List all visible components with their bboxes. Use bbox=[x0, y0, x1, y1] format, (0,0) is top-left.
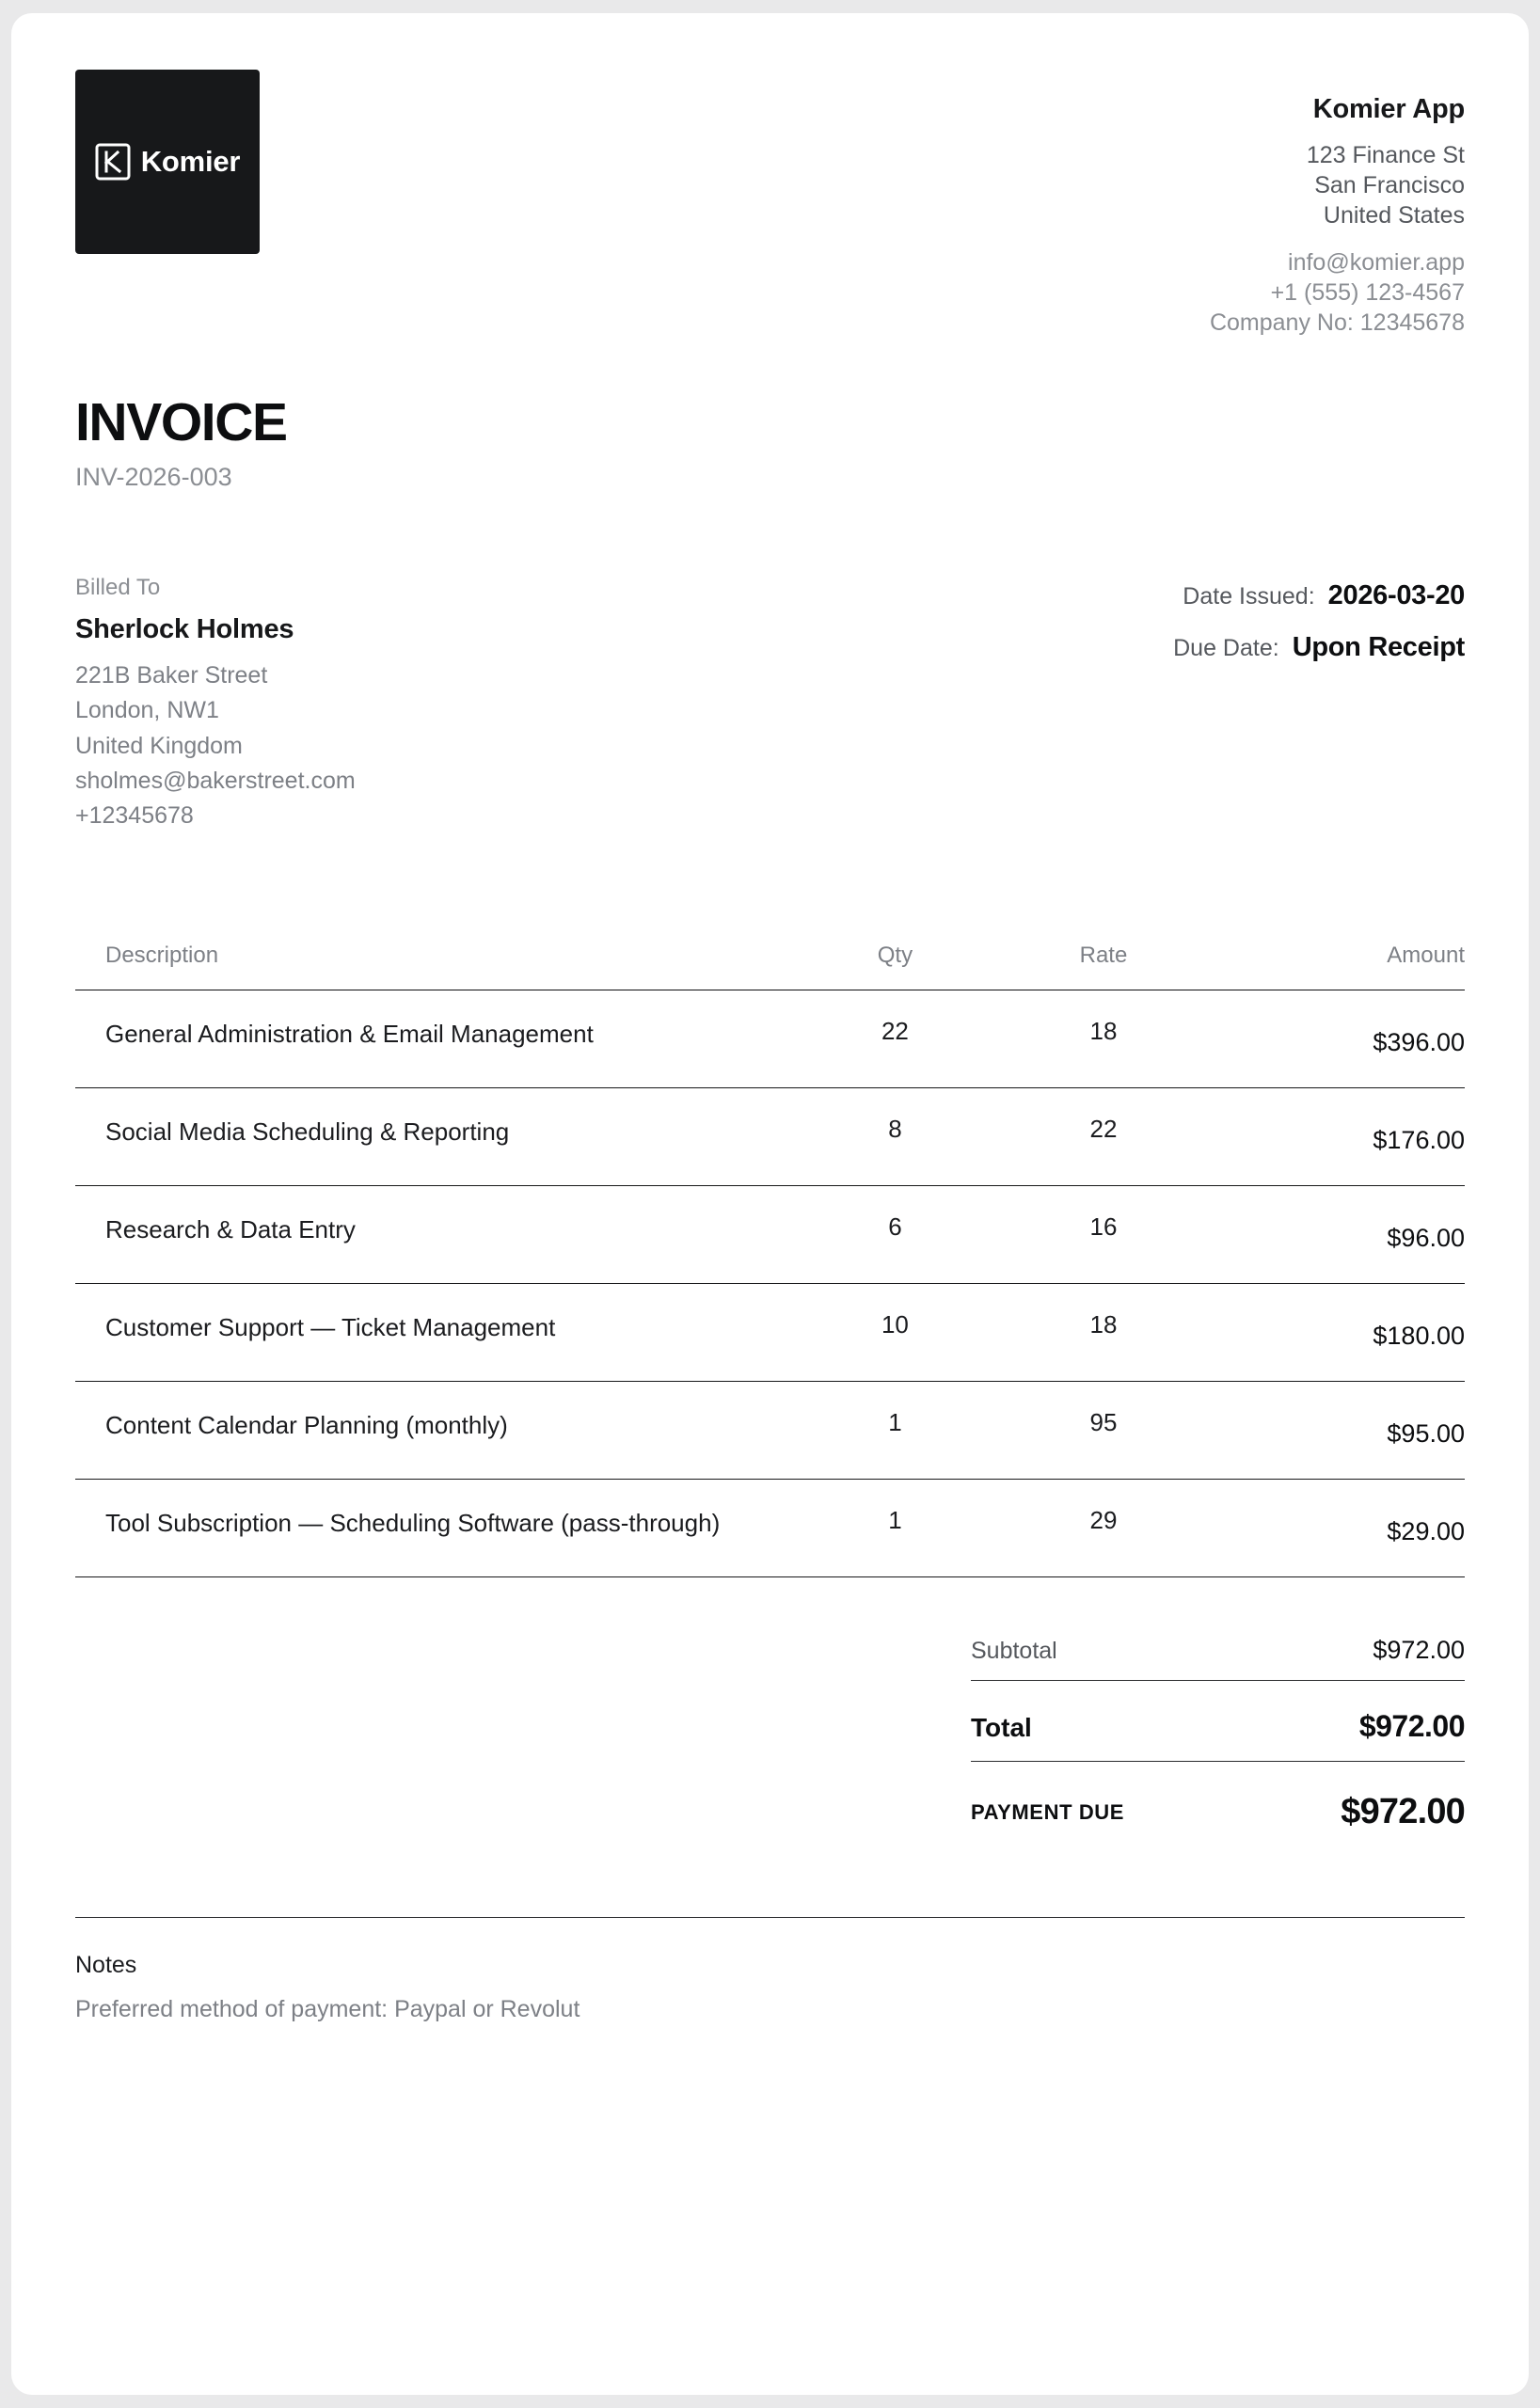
line-item-amount: $95.00 bbox=[1215, 1382, 1465, 1480]
line-item-rate: 22 bbox=[992, 1088, 1215, 1186]
column-header-rate: Rate bbox=[992, 943, 1215, 990]
table-row bbox=[75, 1186, 1465, 1284]
line-item-qty: 10 bbox=[798, 1284, 992, 1382]
client-address-line-3: United Kingdom bbox=[75, 732, 243, 759]
k-monogram-icon bbox=[95, 143, 131, 181]
payment-due-row bbox=[971, 1792, 1465, 1846]
line-item-rate: 95 bbox=[992, 1382, 1215, 1480]
payment-due-label: PAYMENT DUE bbox=[971, 1799, 1125, 1824]
invoice-header bbox=[75, 70, 1465, 338]
line-item-qty: 6 bbox=[798, 1186, 992, 1284]
company-registration-number: Company No: 12345678 bbox=[1209, 309, 1465, 336]
client-name: Sherlock Holmes bbox=[75, 614, 294, 644]
line-item-amount: $180.00 bbox=[1215, 1284, 1465, 1382]
subtotal-value: $972.00 bbox=[1373, 1636, 1465, 1665]
line-item-qty: 1 bbox=[798, 1382, 992, 1480]
table-row bbox=[75, 1284, 1465, 1382]
line-item-amount: $396.00 bbox=[1215, 990, 1465, 1088]
parties-section bbox=[75, 575, 1465, 833]
due-date-row bbox=[1173, 632, 1465, 663]
table-row bbox=[75, 1088, 1465, 1186]
line-item-qty: 1 bbox=[798, 1480, 992, 1577]
notes-title: Notes bbox=[75, 1952, 137, 1979]
line-item-description: Social Media Scheduling & Reporting bbox=[75, 1088, 798, 1186]
column-header-amount: Amount bbox=[1215, 943, 1465, 990]
line-item-rate: 16 bbox=[992, 1186, 1215, 1284]
billed-to-label: Billed To bbox=[75, 575, 161, 600]
client-phone: +12345678 bbox=[75, 802, 194, 829]
subtotal-row bbox=[971, 1636, 1465, 1681]
column-header-description: Description bbox=[75, 943, 798, 990]
date-issued-row bbox=[1173, 580, 1465, 611]
line-item-amount: $96.00 bbox=[1215, 1186, 1465, 1284]
line-item-description: Research & Data Entry bbox=[75, 1186, 798, 1284]
line-item-amount: $29.00 bbox=[1215, 1480, 1465, 1577]
line-item-description: Content Calendar Planning (monthly) bbox=[75, 1382, 798, 1480]
company-email: info@komier.app bbox=[1288, 249, 1465, 276]
document-title-block bbox=[75, 392, 1465, 492]
line-item-rate: 18 bbox=[992, 1284, 1215, 1382]
line-item-qty: 8 bbox=[798, 1088, 992, 1186]
date-issued-label: Date Issued: bbox=[1183, 583, 1315, 610]
line-items-section bbox=[75, 943, 1465, 1577]
dates-block bbox=[1173, 575, 1465, 833]
line-item-qty: 22 bbox=[798, 990, 992, 1088]
line-item-rate: 18 bbox=[992, 990, 1215, 1088]
company-address-line-2: San Francisco bbox=[1314, 172, 1465, 198]
client-email: sholmes@bakerstreet.com bbox=[75, 767, 356, 794]
line-item-amount: $176.00 bbox=[1215, 1088, 1465, 1186]
table-row bbox=[75, 990, 1465, 1088]
table-header-row bbox=[75, 943, 1465, 990]
column-header-qty: Qty bbox=[798, 943, 992, 990]
company-name: Komier App bbox=[1312, 94, 1465, 124]
table-row bbox=[75, 1382, 1465, 1480]
company-address-line-1: 123 Finance St bbox=[1306, 142, 1465, 168]
line-item-description: Customer Support — Ticket Management bbox=[75, 1284, 798, 1382]
table-row bbox=[75, 1480, 1465, 1577]
subtotal-label: Subtotal bbox=[971, 1638, 1057, 1665]
due-date-label: Due Date: bbox=[1173, 635, 1279, 661]
company-phone: +1 (555) 123-4567 bbox=[1270, 279, 1465, 306]
total-value: $972.00 bbox=[1358, 1709, 1465, 1744]
line-item-rate: 29 bbox=[992, 1480, 1215, 1577]
page-title: INVOICE bbox=[75, 392, 287, 452]
billed-to-block bbox=[75, 575, 356, 833]
notes-text: Preferred method of payment: Paypal or Revolut bbox=[75, 1996, 580, 2023]
date-issued-value: 2026-03-20 bbox=[1327, 580, 1465, 610]
line-items-table bbox=[75, 943, 1465, 1577]
section-divider bbox=[75, 1917, 1465, 1918]
line-item-description: General Administration & Email Management bbox=[75, 990, 798, 1088]
client-address-line-2: London, NW1 bbox=[75, 697, 219, 724]
total-row bbox=[971, 1709, 1465, 1762]
brand-logo bbox=[75, 70, 260, 254]
total-label: Total bbox=[971, 1713, 1032, 1743]
invoice-page bbox=[11, 13, 1529, 2395]
due-date-value: Upon Receipt bbox=[1292, 632, 1465, 662]
client-address-line-1: 221B Baker Street bbox=[75, 662, 268, 689]
line-item-description: Tool Subscription — Scheduling Software (pass-through) bbox=[75, 1480, 798, 1577]
invoice-number: INV-2026-003 bbox=[75, 463, 232, 491]
company-address-line-3: United States bbox=[1323, 202, 1465, 229]
brand-wordmark: Komier bbox=[140, 145, 241, 178]
notes-section bbox=[75, 1952, 1465, 2023]
payment-due-value: $972.00 bbox=[1341, 1792, 1465, 1832]
company-details bbox=[1210, 70, 1465, 338]
totals-section bbox=[971, 1636, 1465, 1846]
